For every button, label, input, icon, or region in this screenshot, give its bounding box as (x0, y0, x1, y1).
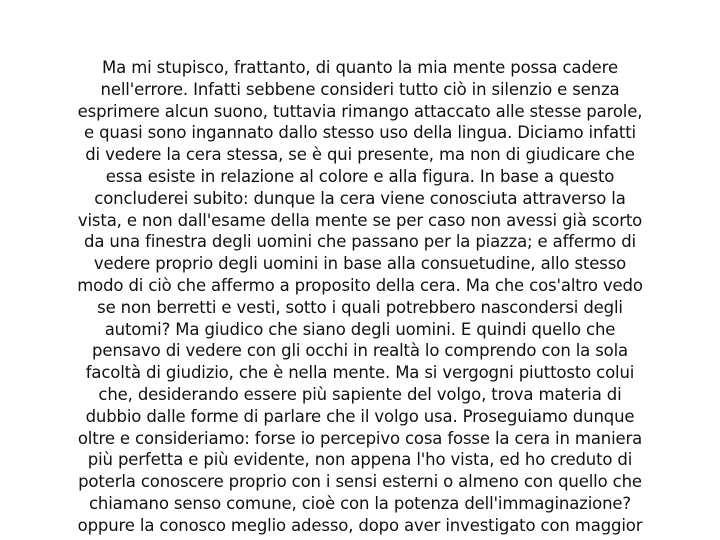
text-line: che, desiderando essere più sapiente del volgo, trova materia di (98, 384, 622, 404)
text-line: concluderei subito: dunque la cera viene conosciuta attraverso la (94, 188, 626, 208)
text-line: di vedere la cera stessa, se è qui presente, ma non di giudicare che (85, 145, 635, 165)
text-line: chiamano senso comune, cioè con la potenza dell'immaginazione? (89, 493, 631, 513)
body-text (60, 57, 660, 537)
text-line: vedere proprio degli uomini in base alla consuetudine, allo stesso (93, 254, 627, 274)
text-line: Ma mi stupisco, frattanto, di quanto la mia mente possa cadere (102, 58, 618, 77)
text-line: e quasi sono ingannato dallo stesso uso della lingua. Diciamo infatti (84, 123, 636, 143)
text-line: esprimere alcun suono, tuttavia rimango attaccato alle stesse parole, (77, 101, 643, 121)
text-line: poterla conoscere proprio con i sensi esterni o almeno con quello che (78, 472, 642, 492)
text-line: più perfetta e più evidente, non appena l'ho vista, ed ho creduto di (87, 450, 633, 470)
text-line: essa esiste in relazione al colore e alla figura. In base a questo (105, 166, 615, 186)
text-line: automi? Ma giudico che siano degli uomini. E quindi quello che (104, 319, 616, 339)
text-line: se non berretti e vesti, sotto i quali potrebbero nascondersi degli (97, 297, 623, 317)
text-line: oltre e consideriamo: forse io percepivo cosa fosse la cera in maniera (77, 428, 643, 448)
text-line: da una finestra degli uomini che passano per la piazza; e affermo di (84, 232, 636, 252)
text-line: modo di ciò che affermo a proposito della cera. Ma che cos'altro vedo (77, 275, 643, 295)
text-line: pensavo di vedere con gli occhi in realtà lo comprendo con la sola (92, 341, 628, 361)
text-line: nell'errore. Infatti sebbene consideri tutto ciò in silenzio e senza (100, 79, 620, 99)
text-line: dubbio dalle forme di parlare che il volgo usa. Proseguiamo dunque (85, 406, 635, 426)
text-line: facoltà di giudizio, che è nella mente. Ma si vergogni piuttosto colui (85, 363, 635, 383)
text-line: vista, e non dall'esame della mente se per caso non avessi già scorto (77, 210, 643, 230)
text-line: oppure la conosco meglio adesso, dopo aver investigato con maggior (77, 515, 643, 535)
